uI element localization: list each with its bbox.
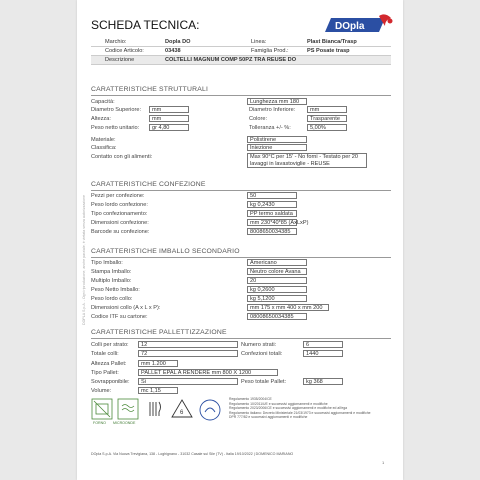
linea-label: Linea:: [251, 39, 267, 45]
peso-lordo-collo-label: Peso lordo collo:: [91, 296, 133, 302]
section-heading-pallet: CARATTERISTICHE PALLETTIZZAZIONE: [91, 329, 227, 336]
section-heading-strutturali: CARATTERISTICHE STRUTTURALI: [91, 86, 209, 93]
barcode-label: Barcode su confezione:: [91, 229, 150, 235]
peso-pallet-label: Peso totale Pallet:: [241, 379, 287, 385]
dimensioni-collo-value: mm 175 x mm 400 x mm 200: [247, 304, 329, 311]
peso-lordo-collo-value: kg 5,1200: [247, 295, 307, 302]
barcode-value: 8008650034385: [247, 228, 297, 235]
classifica-label: Classifica:: [91, 145, 117, 151]
regulation-line: DPR 777/82 e successivi aggiornamenti e modifiche: [229, 415, 308, 420]
peso-lordo-confezione-value: kg 0,2430: [247, 201, 297, 208]
confezioni-totali-label: Confezioni totali:: [241, 351, 283, 357]
tolleranza-label: Tolleranza +/- %:: [249, 125, 291, 131]
colli-strato-label: Colli per strato:: [91, 342, 129, 348]
contatto-alimenti-value: Max 90°C per 15' - No forni - Testato per 20 lavaggi in lavastoviglie - REUSE: [247, 153, 367, 168]
regulation-line: Regolamento 10/2011/UE e successivi aggiornamenti e modifiche: [229, 401, 328, 406]
altezza-value: mm: [149, 115, 189, 122]
codice-label: Codice Articolo:: [105, 48, 144, 54]
volume-label: Volume:: [91, 388, 112, 394]
linea-value: Plast Bianca/Trasp: [307, 39, 357, 45]
stampa-imballo-value: Neutro colore Avana: [247, 268, 307, 275]
food-contact-icon: [144, 398, 166, 420]
confezioni-totali-value: 1440: [303, 350, 343, 357]
regulations-list: [229, 397, 389, 420]
volume-value: mc 1,15: [138, 387, 178, 394]
lunghezza-value: Lunghezza mm 180: [247, 98, 307, 105]
codice-itf-value: 08008650034385: [247, 313, 307, 320]
tipo-confezionamento-label: Tipo confezionamento:: [91, 211, 148, 217]
diametro-superiore-label: Diametro Superiore:: [91, 107, 142, 113]
divider: [91, 338, 391, 339]
totale-colli-label: Totale colli:: [91, 351, 119, 357]
microonde-caption: MICROONDE: [113, 421, 136, 425]
famiglia-value: PS Posate trasp: [307, 48, 350, 54]
page-number: 1: [382, 460, 385, 465]
regulation-line: Regolamento 1935/2004/CE: [229, 397, 272, 401]
pezzi-label: Pezzi per confezione:: [91, 193, 145, 199]
multiplo-imballo-label: Multiplo Imballo:: [91, 278, 132, 284]
header-row-descrizione: [91, 56, 391, 65]
numero-strati-value: 6: [303, 341, 343, 348]
colli-strato-value: 12: [138, 341, 238, 348]
section-heading-imballo: CARATTERISTICHE IMBALLO SECONDARIO: [91, 248, 240, 255]
dopla-logo: [323, 12, 397, 38]
article-header: [91, 38, 391, 65]
peso-pallet-value: kg 368: [303, 378, 343, 385]
tipo-imballo-label: Tipo Imballo:: [91, 260, 123, 266]
page-footer: DOpla S.p.A. Via Nuova Trevigiana, 138 - Loghignano - 31032 Casale sul Sile (TV) - Italia 19/10/2022 | DOMENICO MARIANO: [91, 452, 294, 456]
altezza-label: Altezza:: [91, 116, 111, 122]
tolleranza-value: 5,00%: [307, 124, 347, 131]
numero-strati-label: Numero strati:: [241, 342, 277, 348]
peso-netto-imballo-value: kg 0,2600: [247, 286, 307, 293]
side-copyright-text: DOPLA S.p.A. - Ogni riproduzione, anche parziale, è vietata senza autorizzazione: [82, 194, 86, 325]
codice-itf-label: Codice ITF su cartone:: [91, 314, 148, 320]
regulation-line: Regolamento 2023/2006/CE e successivi aggiornamenti e modifiche ed all'ega: [229, 406, 348, 411]
contatto-alimenti-label: Contatto con gli alimenti:: [91, 154, 153, 160]
dimensioni-confezione-value: mm 230*40*85 (AxLxP): [247, 219, 297, 226]
sovrapponibile-value: Si: [138, 378, 238, 385]
altezza-pallet-label: Altezza Pallet:: [91, 361, 127, 367]
peso-netto-value: gr 4,80: [149, 124, 189, 131]
header-row-marchio: [91, 38, 391, 47]
pezzi-value: 50: [247, 192, 297, 199]
tipo-pallet-value: PALLET EPAL A RENDERE mm 800 X 1200: [138, 369, 278, 376]
forno-caption: FORNO: [93, 421, 106, 425]
dishwasher-icon: [198, 398, 222, 422]
diametro-inferiore-value: mm: [307, 106, 347, 113]
diametro-inferiore-label: Diametro Inferiore:: [249, 107, 296, 113]
marchio-label: Marchio:: [105, 39, 127, 45]
header-row-codice: [91, 47, 391, 56]
peso-netto-imballo-label: Peso Netto Imballo:: [91, 287, 140, 293]
altezza-pallet-value: mm 1.200: [138, 360, 178, 367]
regulation-line: Regolamento italiano: Decreto Ministeriale 21/03/1973 e successivi aggiornamenti e modifiche: [229, 410, 371, 415]
divider: [91, 95, 391, 96]
dimensioni-collo-label: Dimensioni collo (A x L x P):: [91, 305, 161, 311]
page-title: SCHEDA TECNICA:: [91, 18, 200, 32]
colore-label: Colore:: [249, 116, 268, 122]
colore-value: Trasparente: [307, 115, 347, 122]
svg-text:6: 6: [180, 410, 184, 416]
descrizione-value: COLTELLI MAGNUM COMP 50PZ TRA REUSE DO: [165, 57, 297, 63]
tipo-imballo-value: Americano: [247, 259, 307, 266]
tipo-confezionamento-value: PP termo saldata: [247, 210, 297, 217]
codice-value: 03438: [165, 48, 181, 54]
tipo-pallet-label: Tipo Pallet:: [91, 370, 119, 376]
marchio-value: Dopla DO: [165, 39, 191, 45]
materiale-label: Materiale:: [91, 137, 116, 143]
section-heading-confezione: CARATTERISTICHE CONFEZIONE: [91, 181, 206, 188]
stampa-imballo-label: Stampa Imballo:: [91, 269, 132, 275]
famiglia-label: Famiglia Prod.:: [251, 48, 289, 54]
datasheet-page: [77, 0, 403, 480]
diametro-superiore-value: mm: [149, 106, 189, 113]
dimensioni-confezione-label: Dimensioni confezione:: [91, 220, 149, 226]
materiale-value: Polistirene: [247, 136, 307, 143]
svg-text:DOpla: DOpla: [335, 21, 365, 32]
multiplo-imballo-value: 20: [247, 277, 307, 284]
descrizione-label: Descrizione: [105, 57, 135, 63]
classifica-value: Iniezione: [247, 144, 307, 151]
sovrapponibile-label: Sovrapponibile:: [91, 379, 130, 385]
recycling-ps-icon: [170, 398, 194, 420]
capacita-label: Capacità:: [91, 99, 115, 105]
peso-netto-label: Peso netto unitario:: [91, 125, 140, 131]
peso-lordo-confezione-label: Peso lordo confezione:: [91, 202, 148, 208]
divider: [91, 190, 391, 191]
totale-colli-value: 72: [138, 350, 238, 357]
divider: [91, 257, 391, 258]
